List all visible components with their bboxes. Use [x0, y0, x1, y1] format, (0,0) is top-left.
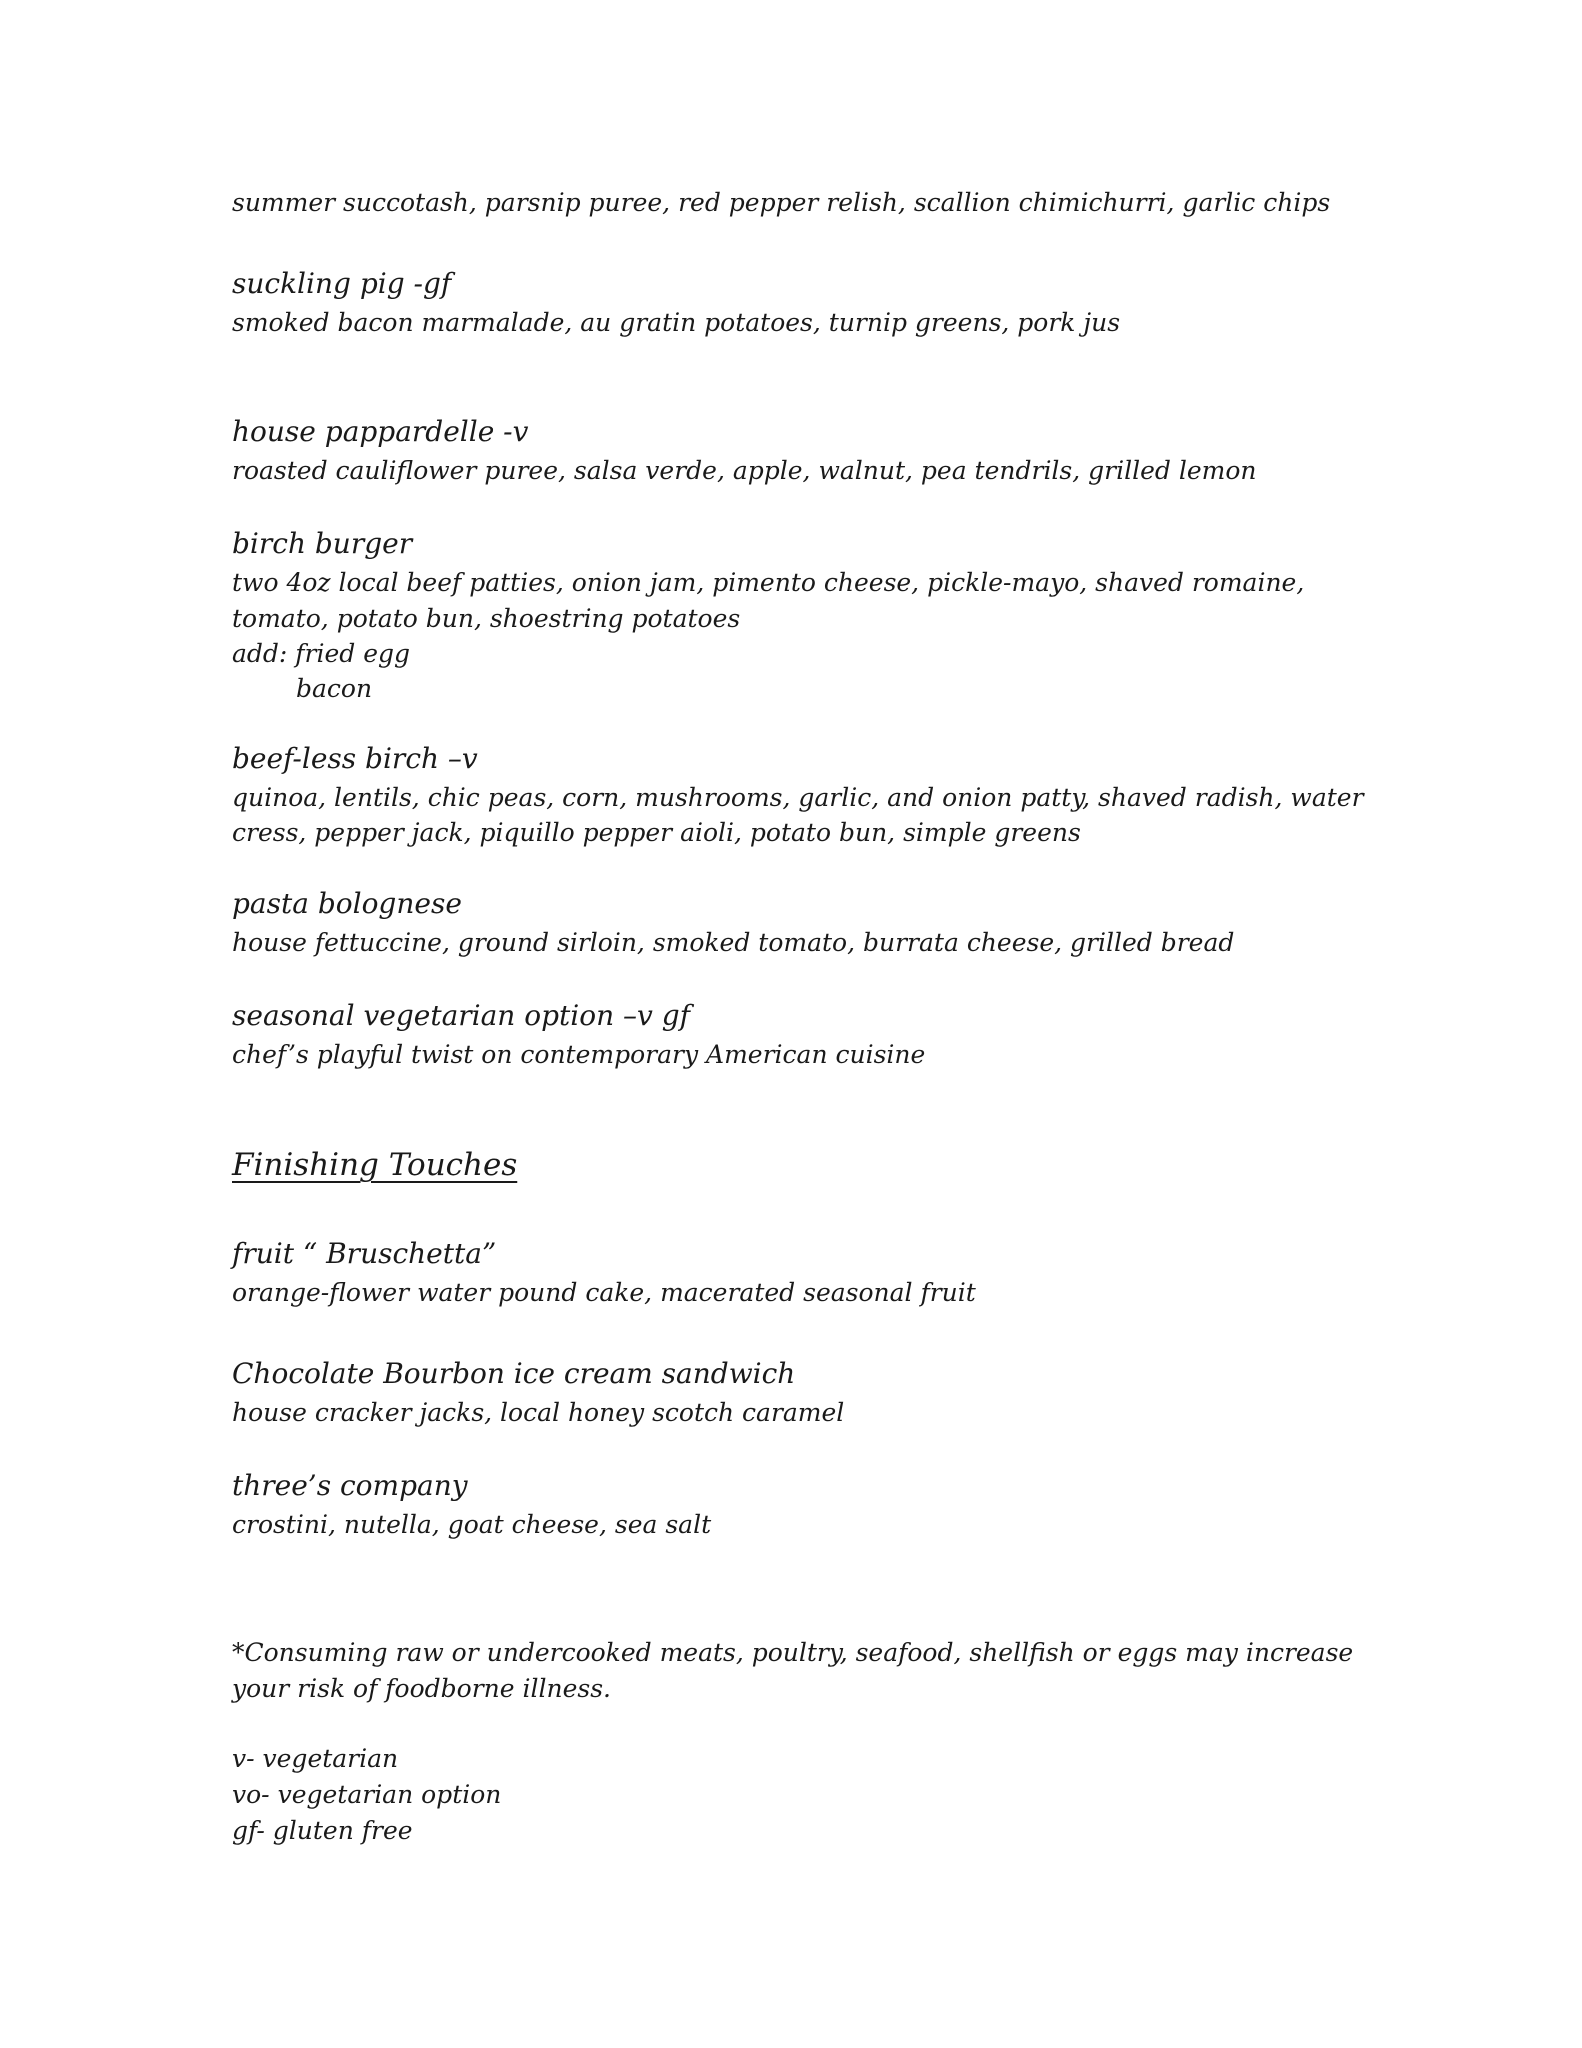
- item-name-beefless-birch: beef-less birch –v: [232, 742, 478, 775]
- item-description-birch-burger-line1: two 4oz local beef patties, onion jam, pimento cheese, pickle-mayo, shaved romaine,: [232, 568, 1305, 597]
- item-name-suckling-pig: suckling pig -gf: [232, 267, 452, 300]
- legend-vegetarian: v- vegetarian: [232, 1744, 399, 1773]
- add-on-label: add: fried egg: [232, 639, 411, 668]
- legend-vegetarian-option: vo- vegetarian option: [232, 1780, 502, 1809]
- item-description-chocolate-bourbon: house cracker jacks, local honey scotch caramel: [232, 1398, 845, 1427]
- item-description-birch-burger-line2: tomato, potato bun, shoestring potatoes: [232, 604, 741, 633]
- item-description: summer succotash, parsnip puree, red pepper relish, scallion chimichurri, garlic chips: [232, 188, 1331, 217]
- section-heading-finishing-touches: Finishing Touches: [232, 1147, 518, 1183]
- menu-page: [232, 0, 1392, 2048]
- item-description-fruit-bruschetta: orange-flower water pound cake, macerated seasonal fruit: [232, 1278, 976, 1307]
- item-name-fruit-bruschetta: fruit “ Bruschetta”: [232, 1237, 497, 1270]
- item-description-pasta-bolognese: house fettuccine, ground sirloin, smoked tomato, burrata cheese, grilled bread: [232, 928, 1235, 957]
- item-description-seasonal-vegetarian: chef’s playful twist on contemporary American cuisine: [232, 1040, 926, 1069]
- item-name-pasta-bolognese: pasta bolognese: [232, 887, 462, 920]
- item-description-beefless-birch-line1: quinoa, lentils, chic peas, corn, mushrooms, garlic, and onion patty, shaved radish, water: [232, 783, 1364, 812]
- item-name-threes-company: three’s company: [232, 1469, 468, 1502]
- item-name-pappardelle: house pappardelle -v: [232, 415, 529, 448]
- item-description-suckling-pig: smoked bacon marmalade, au gratin potatoes, turnip greens, pork jus: [232, 308, 1121, 337]
- item-description-beefless-birch-line2: cress, pepper jack, piquillo pepper aioli, potato bun, simple greens: [232, 818, 1081, 847]
- item-description-pappardelle: roasted cauliflower puree, salsa verde, apple, walnut, pea tendrils, grilled lemon: [232, 456, 1257, 485]
- item-name-seasonal-vegetarian: seasonal vegetarian option –v gf: [232, 999, 691, 1032]
- add-on-extra: bacon: [296, 674, 373, 703]
- item-name-birch-burger: birch burger: [232, 527, 413, 560]
- item-description-threes-company: crostini, nutella, goat cheese, sea salt: [232, 1510, 712, 1539]
- disclaimer-line1: *Consuming raw or undercooked meats, poultry, seafood, shellfish or eggs may increase: [232, 1638, 1354, 1667]
- legend-gluten-free: gf- gluten free: [232, 1816, 413, 1845]
- disclaimer-line2: your risk of foodborne illness.: [232, 1674, 611, 1703]
- item-name-chocolate-bourbon: Chocolate Bourbon ice cream sandwich: [232, 1357, 796, 1390]
